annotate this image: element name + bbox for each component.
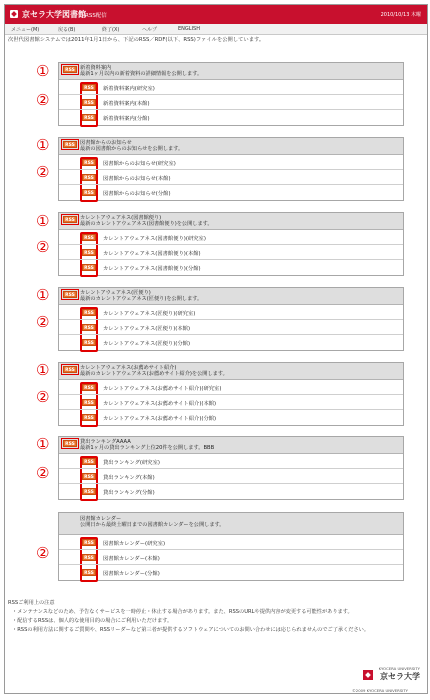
annotation-marker-2: ② [36, 464, 50, 482]
feed-link[interactable]: 貸出ランキング(本館) [103, 475, 155, 481]
section-description: 最新のカレントアウェアネス(匠便り)を公開します。 [80, 296, 203, 303]
rss-feed-button[interactable]: RSS [82, 84, 96, 91]
rss-feed-button[interactable]: RSS [82, 264, 96, 271]
feed-row [59, 550, 403, 565]
annotation-marker-2: ② [36, 544, 50, 562]
rss-feed-button[interactable]: RSS [82, 114, 96, 121]
rss-feed-button[interactable]: RSS [82, 309, 96, 316]
annotation-marker-1: ① [36, 212, 50, 230]
header-bar [5, 5, 427, 24]
feed-link[interactable]: カレントアウェアネス(図書館便り)(本館) [103, 251, 201, 257]
feed-link[interactable]: 新着資料案内(本館) [103, 101, 150, 107]
rss-feed-button[interactable]: RSS [82, 159, 96, 166]
annotation-marker-1: ① [36, 62, 50, 80]
annotation-marker-1: ① [36, 286, 50, 304]
feed-link[interactable]: 貸出ランキング(研究室) [103, 460, 160, 466]
feed-link[interactable]: 図書館カレンダー(研究室) [103, 541, 166, 547]
rss-section-current-awareness-library [58, 212, 404, 276]
note-item: ・RSSの利用方法に関するご質問や、RSSリーダーなど第三者が提供するソフトウェアについてのお問い合わせには応じられませんのでご了承ください。 [12, 627, 370, 633]
section-title: カレントアウェアネス(お薦めサイト紹介) [80, 365, 177, 371]
feed-link[interactable]: カレントアウェアネス(お薦めサイト紹介)(本館) [103, 401, 217, 407]
section-header [59, 63, 403, 80]
rss-feed-button[interactable]: RSS [82, 339, 96, 346]
rss-feed-button[interactable]: RSS [82, 384, 96, 391]
section-header [59, 513, 403, 535]
annotation-marker-1: ① [36, 435, 50, 453]
feed-link[interactable]: カレントアウェアネス(お薦めサイト紹介)(研究室) [103, 386, 222, 392]
feed-row [59, 380, 403, 395]
section-title: 貸出ランキングAAAA [80, 439, 131, 445]
rss-feed-button[interactable]: RSS [63, 216, 77, 223]
rss-feed-button[interactable]: RSS [63, 440, 77, 447]
feed-link[interactable]: 新着資料案内(分館) [103, 116, 150, 122]
rss-feed-button[interactable]: RSS [82, 399, 96, 406]
rss-feed-button[interactable]: RSS [82, 174, 96, 181]
feed-row [59, 410, 403, 425]
feed-link[interactable]: 図書館カレンダー(分館) [103, 571, 160, 577]
annotation-marker-2: ② [36, 238, 50, 256]
feed-row [59, 80, 403, 95]
intro-text: 次世代図書館システムでは2011年1月1日から、下記のRSS／RDF(以下、RSS)ファイルを公開しています。 [8, 37, 265, 43]
rss-feed-button[interactable]: RSS [63, 366, 77, 373]
menu-item-menu[interactable]: メニュー(M) [11, 27, 40, 33]
feed-link[interactable]: カレントアウェアネス(匠便り)(分館) [103, 341, 191, 347]
university-logo-icon [10, 10, 18, 18]
section-description: 最新1ヶ月以内の新着資料の詳細情報を公開します。 [80, 71, 203, 78]
rss-feed-button[interactable]: RSS [82, 554, 96, 561]
feed-row [59, 260, 403, 275]
rss-feed-button[interactable]: RSS [82, 189, 96, 196]
footer-university-en: KYOCERA UNIVERSITY [378, 666, 420, 671]
menu-item-exit[interactable]: 終了(X) [102, 27, 120, 33]
rss-feed-button[interactable]: RSS [82, 569, 96, 576]
section-header [59, 288, 403, 305]
rss-feed-button[interactable]: RSS [82, 324, 96, 331]
footer-university-jp: 京セラ大学 [380, 672, 420, 681]
annotation-marker-2: ② [36, 388, 50, 406]
annotation-marker-2: ② [36, 163, 50, 181]
section-description: 最新の図書館からのお知らせを公開します。 [80, 146, 184, 153]
university-logo-icon [363, 670, 373, 680]
section-title: カレントアウェアネス(図書館便り) [80, 215, 162, 221]
feed-row [59, 535, 403, 550]
section-header [59, 138, 403, 155]
feed-link[interactable]: カレントアウェアネス(匠便り)(研究室) [103, 311, 196, 317]
section-header [59, 437, 403, 454]
note-item: ・メンテナンスなどのため、予告なくサービスを一時停止・休止する場合があります。また、RSSのURLや提供内容が変更する可能性があります。 [12, 609, 353, 615]
section-title: 図書館カレンダー [80, 516, 122, 522]
feed-row [59, 95, 403, 110]
feed-link[interactable]: 図書館からのお知らせ(分館) [103, 191, 171, 197]
section-header [59, 363, 403, 380]
menu-item-back[interactable]: 戻る(B) [58, 27, 76, 33]
annotation-marker-2: ② [36, 91, 50, 109]
rss-feed-button[interactable]: RSS [82, 99, 96, 106]
rss-section-current-awareness-takumi [58, 287, 404, 351]
feed-link[interactable]: 新着資料案内(研究室) [103, 86, 155, 92]
feed-row [59, 335, 403, 350]
section-description: 最新のカレントアウェアネス(図書館便り)を公開します。 [80, 221, 213, 228]
note-item: ・配信するRSSは、個人的な使用目的の場合にご利用いただけます。 [12, 618, 173, 624]
feed-link[interactable]: 貸出ランキング(分館) [103, 490, 155, 496]
annotation-marker-1: ① [36, 136, 50, 154]
rss-section-loan-ranking [58, 436, 404, 500]
rss-feed-button[interactable]: RSS [63, 141, 77, 148]
rss-section-library-calendar [58, 512, 404, 581]
feed-link[interactable]: 図書館からのお知らせ(本館) [103, 176, 171, 182]
section-title: 図書館からのお知らせ [80, 140, 132, 146]
section-header [59, 213, 403, 230]
menu-item-english[interactable]: ENGLISH [178, 26, 200, 32]
rss-section-new-arrivals [58, 62, 404, 126]
section-description: 公開日から最終土曜日までの図書館カレンダーを公開します。 [80, 522, 225, 529]
section-title: カレントアウェアネス(匠便り) [80, 290, 151, 296]
rss-feed-button[interactable]: RSS [82, 249, 96, 256]
feed-row [59, 484, 403, 499]
feed-row [59, 565, 403, 580]
feed-row [59, 185, 403, 200]
feed-link[interactable]: 図書館カレンダー(本館) [103, 556, 160, 562]
footer-logo [379, 666, 420, 682]
feed-link[interactable]: カレントアウェアネス(図書館便り)(分館) [103, 266, 201, 272]
page-label: RSS配信 [85, 13, 107, 19]
rss-section-current-awareness-sites [58, 362, 404, 426]
rss-feed-button[interactable]: RSS [63, 66, 77, 73]
feed-link[interactable]: カレントアウェアネス(図書館便り)(研究室) [103, 236, 206, 242]
site-title: 京セラ大学図書館 [22, 10, 86, 19]
feed-link[interactable]: カレントアウェアネス(お薦めサイト紹介)(分館) [103, 416, 217, 422]
section-description: 最新1ヶ月の貸出ランキング上位20件を公開します。BBB [80, 445, 215, 452]
feed-row [59, 305, 403, 320]
rss-feed-button[interactable]: RSS [82, 414, 96, 421]
feed-row [59, 110, 403, 125]
rss-feed-button[interactable]: RSS [82, 473, 96, 480]
feed-row [59, 230, 403, 245]
header-date: 2010/10/13 木曜 [380, 12, 421, 18]
feed-link[interactable]: カレントアウェアネス(匠便り)(本館) [103, 326, 191, 332]
feed-row [59, 245, 403, 260]
notes-heading: RSSご利用上の注意 [8, 600, 55, 606]
rss-feed-button[interactable]: RSS [82, 488, 96, 495]
copyright: ©2009 KYOCERA UNIVERSITY [351, 688, 408, 693]
feed-row [59, 320, 403, 335]
rss-feed-button[interactable]: RSS [63, 291, 77, 298]
feed-row [59, 469, 403, 484]
annotation-marker-2: ② [36, 313, 50, 331]
feed-row [59, 395, 403, 410]
menu-item-help[interactable]: ヘルプ [142, 27, 158, 33]
menu-bar [5, 24, 427, 35]
annotation-marker-1: ① [36, 361, 50, 379]
feed-row [59, 155, 403, 170]
rss-feed-button[interactable]: RSS [82, 539, 96, 546]
section-description: 最新のカレントアウェアネス(お薦めサイト紹介)を公開します。 [80, 371, 228, 378]
rss-section-library-news [58, 137, 404, 201]
usage-notes [8, 599, 369, 635]
feed-row [59, 170, 403, 185]
section-title: 新着資料案内 [80, 65, 112, 71]
feed-link[interactable]: 図書館からのお知らせ(研究室) [103, 161, 176, 167]
feed-row [59, 454, 403, 469]
rss-feed-button[interactable]: RSS [82, 234, 96, 241]
rss-feed-button[interactable]: RSS [82, 458, 96, 465]
